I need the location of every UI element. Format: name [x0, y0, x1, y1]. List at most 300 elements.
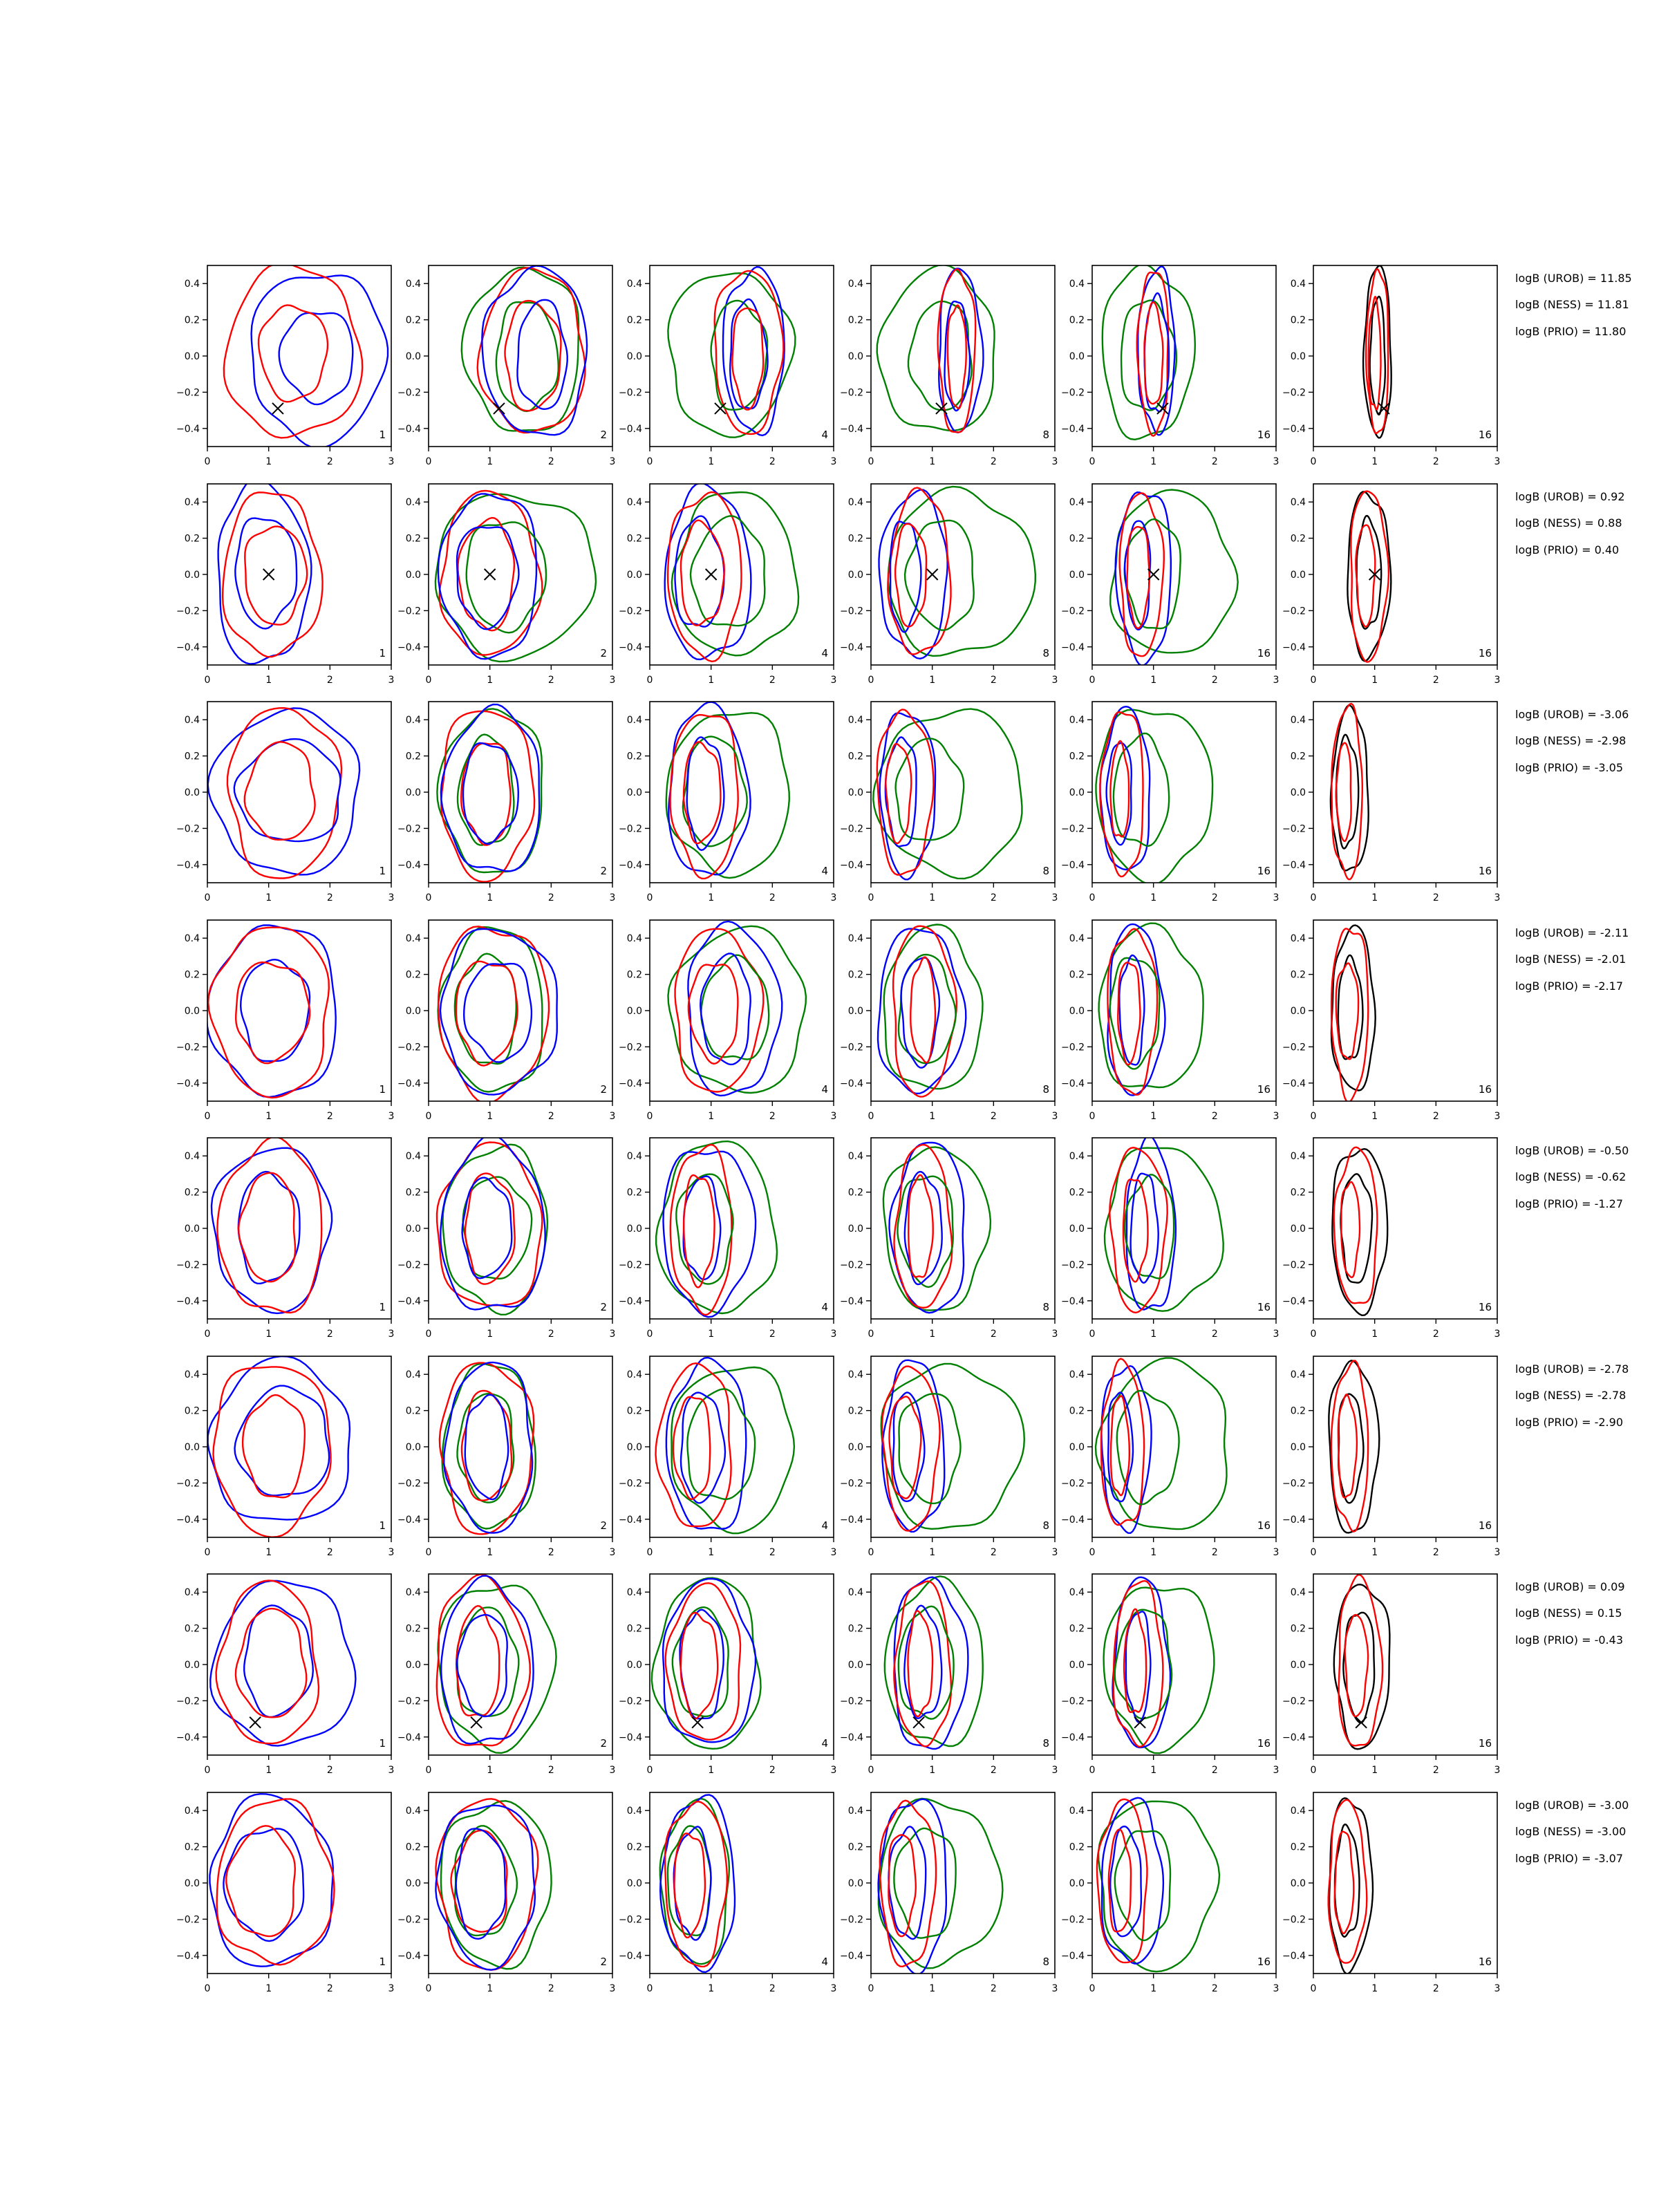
y-tick-label: 0.4: [626, 497, 642, 509]
y-tick-label: −0.4: [176, 641, 200, 653]
contour-green-1: [884, 925, 983, 1089]
y-tick-label: −0.4: [1282, 423, 1306, 435]
logb-text: logB (NESS) = 11.81: [1515, 298, 1629, 311]
x-tick-label: 1: [708, 1547, 715, 1558]
x-tick-label: 1: [929, 1547, 936, 1558]
y-tick-label: 0.4: [626, 933, 642, 945]
y-tick-label: 0.0: [847, 351, 863, 362]
panel-r3-c1: [176, 702, 394, 903]
x-tick-label: 1: [708, 892, 715, 903]
y-tick-label: 0.2: [1290, 1187, 1306, 1199]
x-tick-label: 3: [830, 456, 837, 467]
panel-label: 8: [1042, 1301, 1049, 1313]
x-tick-label: 3: [1273, 1983, 1280, 1994]
x-tick-label: 0: [1089, 1329, 1096, 1340]
contour-blue-3: [279, 313, 353, 404]
y-tick-label: −0.4: [397, 423, 421, 435]
x-tick-label: 3: [609, 1111, 616, 1122]
panel-r5-c6: [1282, 1138, 1500, 1340]
y-tick-label: 0.4: [1290, 279, 1306, 290]
contour-blue-6: [462, 1178, 512, 1279]
panel-label: 1: [379, 1519, 386, 1532]
y-tick-label: −0.4: [1061, 423, 1085, 435]
x-tick-label: 2: [1432, 1329, 1439, 1340]
panel-label: 16: [1478, 429, 1492, 441]
y-tick-label: −0.2: [840, 1478, 863, 1490]
contour-group: [873, 709, 1022, 880]
contour-green-1: [877, 265, 995, 431]
x-tick-label: 0: [646, 892, 653, 903]
x-tick-label: 2: [326, 456, 333, 467]
contour-blue-5: [675, 516, 724, 627]
contour-group: [1329, 1360, 1379, 1533]
panel-r6-c4: [840, 1356, 1058, 1558]
y-tick-label: 0.2: [626, 1405, 642, 1417]
x-tick-label: 1: [929, 1983, 936, 1994]
y-tick-label: 0.0: [1069, 1006, 1085, 1017]
contour-red-4: [1336, 963, 1358, 1059]
y-tick-label: 0.4: [184, 933, 200, 945]
contour-red-2: [224, 263, 362, 438]
panel-r7-c4: [840, 1574, 1058, 1776]
panel-r3-c3: [619, 702, 836, 903]
y-tick-label: 0.0: [626, 1442, 642, 1453]
contour-group: [208, 708, 359, 878]
axes-frame: [1313, 1356, 1497, 1537]
marker-x: [936, 403, 947, 414]
y-tick-label: 0.0: [847, 570, 863, 581]
x-tick-label: 2: [1432, 892, 1439, 903]
x-tick-label: 2: [1432, 1765, 1439, 1776]
y-tick-label: 0.0: [1290, 787, 1306, 798]
panel-label: 4: [821, 1519, 828, 1532]
x-tick-label: 2: [547, 1983, 554, 1994]
y-tick-label: 0.0: [184, 1660, 200, 1671]
panel-r3-c5: [1061, 702, 1279, 903]
contour-green-1: [883, 1147, 991, 1310]
x-tick-label: 2: [1432, 675, 1439, 686]
logb-annotations-row-5: [1515, 1144, 1629, 1210]
x-tick-label: 1: [929, 1765, 936, 1776]
marker-x: [250, 1717, 261, 1728]
y-tick-label: 0.0: [405, 1224, 421, 1235]
x-tick-label: 3: [1494, 1329, 1501, 1340]
x-tick-label: 3: [830, 1329, 837, 1340]
panel-label: 16: [1257, 1956, 1271, 1968]
x-tick-label: 2: [1211, 892, 1218, 903]
axes-frame: [1092, 1574, 1276, 1755]
x-tick-label: 0: [646, 1547, 653, 1558]
x-tick-label: 0: [425, 1111, 432, 1122]
y-tick-label: 0.2: [1069, 315, 1085, 326]
x-tick-label: 1: [487, 456, 494, 467]
y-tick-label: 0.2: [405, 1405, 421, 1417]
x-tick-label: 0: [868, 892, 874, 903]
y-tick-label: −0.2: [1061, 606, 1085, 617]
x-tick-label: 1: [1371, 1765, 1378, 1776]
contour-blue-6: [456, 1829, 505, 1939]
contour-green-1: [1103, 264, 1195, 440]
x-tick-label: 0: [646, 456, 653, 467]
x-tick-label: 0: [1089, 1111, 1096, 1122]
axes-frame: [650, 1356, 834, 1537]
panel-label: 2: [600, 647, 607, 659]
contour-green-1: [438, 927, 543, 1091]
y-tick-label: 0.2: [1290, 751, 1306, 762]
axes-frame: [871, 1792, 1055, 1974]
y-tick-label: −0.4: [619, 423, 642, 435]
contour-group: [885, 1576, 983, 1749]
panel-label: 8: [1042, 1519, 1049, 1532]
x-tick-label: 0: [204, 675, 211, 686]
y-tick-label: −0.2: [619, 1696, 642, 1707]
panel-label: 16: [1257, 647, 1271, 659]
y-tick-label: −0.4: [1061, 641, 1085, 653]
y-tick-label: −0.2: [1061, 1042, 1085, 1053]
contour-black-1: [1329, 1360, 1379, 1533]
contour-group: [668, 267, 795, 438]
y-tick-label: 0.2: [405, 751, 421, 762]
logb-text: logB (NESS) = -3.00: [1515, 1825, 1627, 1838]
y-tick-label: −0.2: [840, 1259, 863, 1271]
contour-blue-6: [464, 964, 532, 1062]
panel-r6-c1: [176, 1356, 394, 1558]
panel-r8-c6: [1282, 1792, 1500, 1994]
y-tick-label: 0.2: [184, 315, 200, 326]
x-tick-label: 0: [868, 1765, 874, 1776]
contour-group: [207, 925, 336, 1098]
contour-group: [435, 491, 596, 662]
contour-red-6: [681, 1613, 718, 1718]
contour-blue-1: [208, 708, 359, 874]
x-tick-label: 3: [388, 456, 395, 467]
contour-green-4: [455, 1826, 517, 1936]
y-tick-label: 0.0: [405, 570, 421, 581]
panel-r7-c3: [619, 1574, 836, 1776]
y-tick-label: −0.4: [1282, 859, 1306, 871]
contour-green-1: [652, 1578, 761, 1749]
y-tick-label: 0.2: [626, 1623, 642, 1635]
y-tick-label: −0.4: [176, 1514, 200, 1526]
y-tick-label: 0.2: [847, 1841, 863, 1853]
x-tick-label: 0: [204, 1111, 211, 1122]
y-tick-label: 0.4: [847, 279, 863, 290]
y-tick-label: 0.2: [1069, 751, 1085, 762]
y-tick-label: −0.4: [1282, 1078, 1306, 1089]
y-tick-label: 0.4: [847, 1369, 863, 1381]
contour-red-2: [478, 268, 585, 433]
x-tick-label: 2: [547, 1111, 554, 1122]
y-tick-label: 0.2: [626, 1841, 642, 1853]
marker-x: [485, 569, 496, 580]
y-tick-label: 0.0: [847, 787, 863, 798]
x-tick-label: 3: [1494, 675, 1501, 686]
panel-label: 8: [1042, 429, 1049, 441]
y-tick-label: 0.4: [626, 715, 642, 727]
y-tick-label: −0.2: [176, 1696, 200, 1707]
y-tick-label: −0.2: [176, 606, 200, 617]
y-tick-label: 0.2: [405, 1841, 421, 1853]
x-tick-label: 2: [1432, 456, 1439, 467]
marker-x: [471, 1717, 482, 1728]
y-tick-label: 0.2: [1069, 969, 1085, 981]
y-tick-label: −0.4: [176, 859, 200, 871]
x-tick-label: 0: [204, 1329, 211, 1340]
x-tick-label: 3: [1494, 1765, 1501, 1776]
contour-blue-6: [465, 1395, 508, 1499]
x-tick-label: 2: [1432, 1547, 1439, 1558]
contour-group: [1097, 1798, 1219, 1971]
x-tick-label: 3: [1051, 892, 1058, 903]
panel-r5-c5: [1061, 1136, 1279, 1340]
x-tick-label: 1: [1371, 1983, 1378, 1994]
y-tick-label: 0.0: [1069, 1224, 1085, 1235]
logb-text: logB (NESS) = -2.78: [1515, 1389, 1627, 1402]
contour-group: [435, 1799, 551, 1970]
x-tick-label: 3: [1051, 456, 1058, 467]
marker-x: [1356, 1717, 1367, 1728]
y-tick-label: 0.0: [1290, 351, 1306, 362]
y-tick-label: 0.4: [1069, 1587, 1085, 1599]
panel-label: 2: [600, 429, 607, 441]
y-tick-label: 0.2: [1069, 1405, 1085, 1417]
contour-red-4: [226, 1826, 295, 1936]
y-tick-label: −0.2: [1282, 1259, 1306, 1271]
panel-r8-c3: [619, 1792, 836, 1994]
panel-r5-c3: [619, 1138, 836, 1340]
x-tick-label: 0: [868, 1329, 874, 1340]
x-tick-label: 3: [609, 456, 616, 467]
contour-red-4: [1356, 525, 1375, 627]
x-tick-label: 1: [929, 1329, 936, 1340]
x-tick-label: 2: [990, 1111, 997, 1122]
y-tick-label: 0.4: [405, 1151, 421, 1163]
y-tick-label: 0.2: [1069, 1187, 1085, 1199]
contour-group: [224, 263, 388, 449]
logb-text: logB (UROB) = 11.85: [1515, 272, 1632, 285]
x-tick-label: 0: [1089, 892, 1096, 903]
y-tick-label: 0.2: [847, 751, 863, 762]
x-tick-label: 1: [708, 675, 715, 686]
contour-group: [1096, 706, 1213, 884]
x-tick-label: 3: [1273, 675, 1280, 686]
contour-group: [666, 702, 789, 879]
panel-label: 8: [1042, 865, 1049, 877]
x-tick-label: 3: [1273, 1765, 1280, 1776]
x-tick-label: 3: [388, 1765, 395, 1776]
y-tick-label: −0.4: [1282, 1732, 1306, 1743]
x-tick-label: 0: [646, 1111, 653, 1122]
x-tick-label: 1: [1150, 1111, 1157, 1122]
x-tick-label: 3: [388, 892, 395, 903]
contour-red-4: [1338, 1394, 1357, 1497]
x-tick-label: 0: [425, 456, 432, 467]
y-tick-label: −0.2: [176, 387, 200, 399]
y-tick-label: 0.4: [1069, 933, 1085, 945]
x-tick-label: 0: [1310, 1983, 1317, 1994]
panel-label: 4: [821, 647, 828, 659]
contour-blue-3: [235, 1386, 330, 1496]
contour-blue-2: [666, 1358, 746, 1529]
panel-r2-c4: [840, 484, 1058, 686]
contour-group: [437, 1574, 556, 1753]
x-tick-label: 0: [1310, 456, 1317, 467]
x-tick-label: 1: [708, 456, 715, 467]
y-tick-label: −0.4: [840, 1950, 863, 1962]
y-tick-label: 0.4: [184, 1369, 200, 1381]
panel-r4-c5: [1061, 920, 1279, 1122]
x-tick-label: 2: [326, 1765, 333, 1776]
panel-r1-c5: [1061, 264, 1279, 467]
x-tick-label: 0: [425, 675, 432, 686]
x-tick-label: 3: [1494, 892, 1501, 903]
logb-text: logB (UROB) = 0.09: [1515, 1580, 1625, 1593]
y-tick-label: 0.0: [405, 1006, 421, 1017]
x-tick-label: 0: [204, 892, 211, 903]
x-tick-label: 1: [487, 1547, 494, 1558]
y-tick-label: 0.0: [1290, 570, 1306, 581]
x-tick-label: 0: [1089, 675, 1096, 686]
x-tick-label: 3: [1494, 1111, 1501, 1122]
x-tick-label: 1: [1371, 1547, 1378, 1558]
contour-group: [1347, 491, 1391, 662]
logb-annotations-row-7: [1515, 1580, 1625, 1647]
y-tick-label: 0.4: [847, 497, 863, 509]
panel-label: 16: [1257, 1737, 1271, 1750]
contour-group: [879, 487, 1035, 659]
contour-green-1: [656, 1141, 777, 1313]
panel-label: 2: [600, 1737, 607, 1750]
y-tick-label: 0.2: [626, 533, 642, 545]
y-tick-label: −0.4: [397, 1078, 421, 1089]
contour-red-2: [214, 1367, 331, 1537]
x-tick-label: 2: [990, 1547, 997, 1558]
y-tick-label: 0.0: [184, 1442, 200, 1453]
panel-r7-c1: [176, 1574, 394, 1776]
x-tick-label: 2: [1432, 1983, 1439, 1994]
panel-label: 1: [379, 1956, 386, 1968]
contour-black-3: [1338, 1394, 1363, 1503]
y-tick-label: −0.4: [1061, 1732, 1085, 1743]
panel-label: 1: [379, 429, 386, 441]
contour-group: [210, 1580, 355, 1745]
contour-group: [656, 1141, 777, 1317]
y-tick-label: −0.2: [619, 823, 642, 835]
x-tick-label: 2: [1211, 1765, 1218, 1776]
y-tick-label: 0.2: [626, 1187, 642, 1199]
y-tick-label: −0.4: [840, 1732, 863, 1743]
panel-r6-c5: [1061, 1356, 1279, 1558]
x-tick-label: 2: [769, 1329, 776, 1340]
contour-red-6: [910, 957, 935, 1063]
x-tick-label: 0: [1310, 675, 1317, 686]
logb-text: logB (NESS) = 0.88: [1515, 516, 1622, 529]
y-tick-label: −0.4: [1282, 641, 1306, 653]
contour-group: [437, 1135, 547, 1315]
y-tick-label: −0.2: [619, 1478, 642, 1490]
x-tick-label: 2: [326, 675, 333, 686]
contour-blue-3: [235, 518, 297, 629]
contour-blue-5: [687, 738, 724, 850]
contour-green-1: [668, 273, 795, 438]
contour-red-6: [908, 1175, 933, 1277]
x-tick-label: 1: [929, 675, 936, 686]
x-tick-label: 2: [1211, 1983, 1218, 1994]
contour-blue-3: [441, 704, 539, 871]
y-tick-label: 0.2: [405, 315, 421, 326]
contour-group: [1099, 924, 1203, 1096]
logb-text: logB (UROB) = -2.11: [1515, 926, 1629, 939]
contour-red-6: [732, 308, 763, 410]
y-tick-label: 0.2: [847, 969, 863, 981]
panel-label: 1: [379, 865, 386, 877]
y-tick-label: 0.4: [1069, 715, 1085, 727]
panel-r6-c3: [619, 1356, 836, 1558]
panel-label: 2: [600, 1083, 607, 1096]
x-tick-label: 2: [326, 1983, 333, 1994]
x-tick-label: 2: [547, 1329, 554, 1340]
x-tick-label: 2: [769, 892, 776, 903]
axes-frame: [429, 265, 612, 447]
x-tick-label: 1: [929, 892, 936, 903]
y-tick-label: 0.0: [847, 1442, 863, 1453]
panel-label: 8: [1042, 647, 1049, 659]
y-tick-label: 0.4: [626, 1151, 642, 1163]
y-tick-label: 0.4: [184, 279, 200, 290]
contour-green-4: [463, 1177, 532, 1279]
y-tick-label: 0.2: [1290, 969, 1306, 981]
contour-green-4: [898, 1177, 953, 1287]
axes-frame: [650, 265, 834, 447]
logb-text: logB (PRIO) = 0.40: [1515, 543, 1620, 556]
panel-label: 1: [379, 1301, 386, 1313]
x-tick-label: 1: [708, 1983, 715, 1994]
contour-red-5: [505, 301, 561, 411]
contour-group: [883, 1143, 991, 1313]
panel-r8-c2: [397, 1792, 615, 1994]
contour-blue-5: [730, 299, 767, 409]
contour-group: [212, 1137, 332, 1313]
contour-blue-3: [223, 1829, 303, 1942]
y-tick-label: 0.4: [626, 1369, 642, 1381]
contour-red-2: [441, 711, 534, 882]
logb-annotations-row-3: [1515, 708, 1629, 774]
panel-r1-c1: [176, 263, 394, 467]
contour-blue-1: [210, 1581, 355, 1746]
x-tick-label: 3: [1051, 1983, 1058, 1994]
x-tick-label: 1: [708, 1111, 715, 1122]
y-tick-label: 0.0: [626, 570, 642, 581]
y-tick-label: 0.4: [405, 715, 421, 727]
y-tick-label: −0.4: [619, 1950, 642, 1962]
panel-r1-c4: [840, 265, 1058, 467]
axes-frame: [1313, 1574, 1497, 1755]
panel-r4-c4: [840, 920, 1058, 1122]
contour-green-4: [687, 1389, 755, 1499]
y-tick-label: 0.4: [405, 1587, 421, 1599]
contour-blue-5: [885, 738, 917, 847]
contour-blue-5: [1145, 293, 1169, 412]
x-tick-label: 0: [1310, 892, 1317, 903]
y-tick-label: 0.4: [405, 279, 421, 290]
panel-label: 16: [1478, 1301, 1492, 1313]
panel-r7-c5: [1061, 1574, 1279, 1776]
logb-text: logB (UROB) = -2.78: [1515, 1362, 1629, 1376]
y-tick-label: 0.0: [847, 1660, 863, 1671]
y-tick-label: −0.2: [1282, 1042, 1306, 1053]
y-tick-label: 0.2: [1069, 1623, 1085, 1635]
y-tick-label: 0.0: [1290, 1878, 1306, 1889]
